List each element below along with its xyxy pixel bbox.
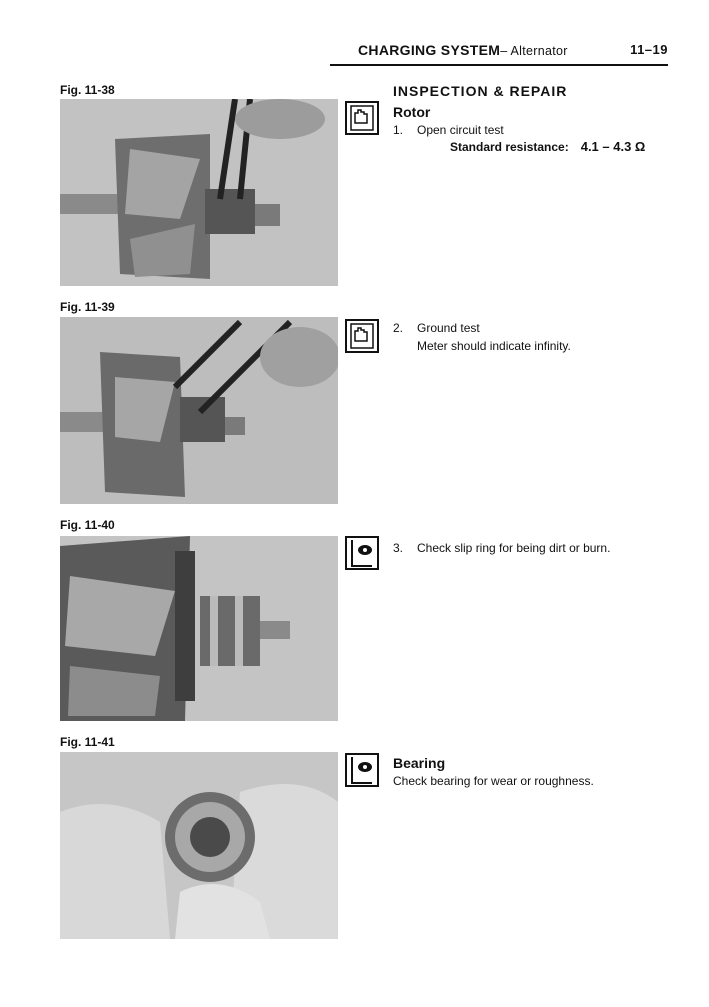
header-title: CHARGING SYSTEM– Alternator: [358, 42, 568, 58]
rotor-step-2: 2. Ground test: [393, 321, 480, 335]
hand-measure-icon: [345, 319, 379, 353]
figure-label: Fig. 11-39: [60, 300, 115, 314]
figure-label: Fig. 11-40: [60, 518, 115, 532]
rotor-heading: Rotor: [393, 104, 431, 120]
figure-photo-slip-ring: [60, 536, 338, 721]
standard-resistance: Standard resistance: 4.1 – 4.3 Ω: [450, 139, 646, 154]
figure-photo-rotor-ground-test: [60, 317, 338, 504]
rotor-step-2-note: Meter should indicate infinity.: [417, 339, 571, 353]
page-header: [330, 40, 668, 66]
hand-measure-icon: [345, 101, 379, 135]
section-title: INSPECTION & REPAIR: [393, 83, 568, 99]
figure-label: Fig. 11-41: [60, 735, 115, 749]
visual-inspection-icon: [345, 753, 379, 787]
figure-photo-bearing: [60, 752, 338, 939]
page-number: 11–19: [630, 42, 668, 57]
rotor-step-1: 1. Open circuit test: [393, 123, 504, 137]
figure-label: Fig. 11-38: [60, 83, 115, 97]
bearing-heading: Bearing: [393, 755, 446, 771]
rotor-step-3: 3. Check slip ring for being dirt or burn.: [393, 541, 611, 555]
visual-inspection-icon: [345, 536, 379, 570]
bearing-text: Check bearing for wear or roughness.: [393, 774, 594, 788]
figure-photo-rotor-open-circuit: [60, 99, 338, 286]
